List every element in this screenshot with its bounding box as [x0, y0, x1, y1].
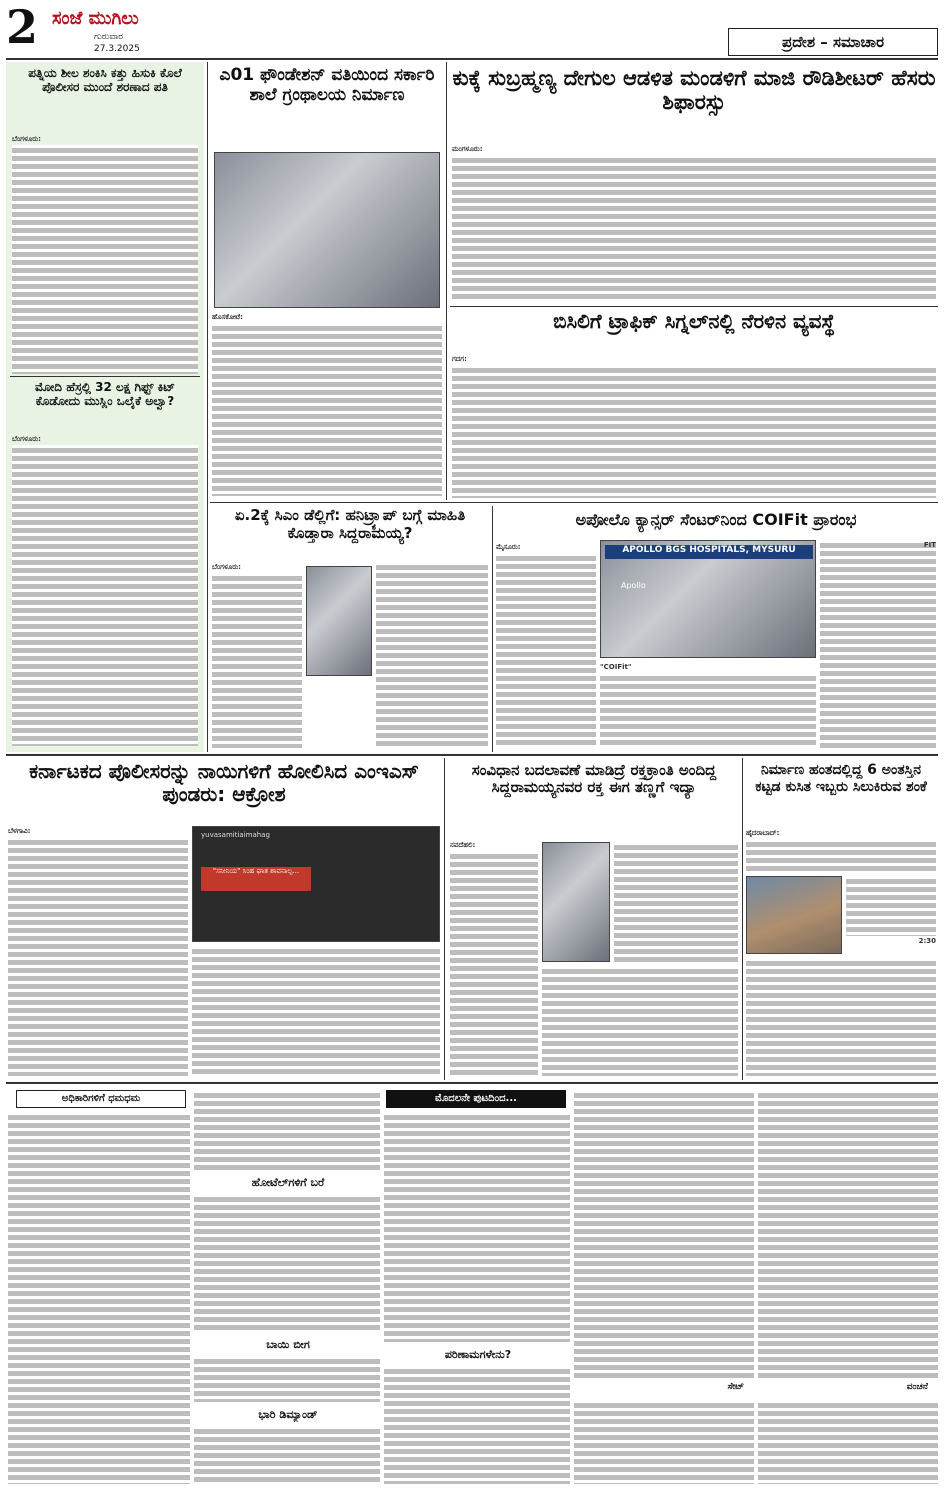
- siddaramaiah-photo: [306, 566, 372, 676]
- dateline: ಗದಗ:: [452, 355, 467, 363]
- collapsed-building-photo: [746, 876, 842, 954]
- story-body: [746, 828, 936, 872]
- story-body: [574, 1090, 754, 1380]
- divider: [10, 376, 200, 377]
- story-body: [614, 842, 738, 962]
- caption-label: ಹೊಸಕೋಟೆ:: [212, 313, 243, 321]
- apollo-tag: Apollo: [621, 581, 646, 590]
- story-body: [194, 1194, 380, 1332]
- dateline: ನವದೆಹಲಿ:: [450, 841, 476, 849]
- story-body: [8, 1112, 190, 1484]
- continued-label: ಮೊದಲನೇ ಪುಟದಿಂದ...: [386, 1090, 566, 1108]
- story-body: [384, 1366, 570, 1484]
- column-divider: [444, 758, 445, 1080]
- column-divider: [207, 62, 208, 752]
- divider: [6, 754, 938, 756]
- divider: [450, 306, 938, 307]
- left-column: [6, 62, 204, 752]
- time: 2:30: [918, 937, 936, 945]
- story-headline: ಸಂವಿಧಾನ ಬದಲಾವಣೆ ಮಾಡಿದ್ರೆ ರಕ್ತಕ್ರಾಂತಿ ಅಂದಿದ್ದ ಸಿದ್ದರಾಮಯ್ಯನವರ ರಕ್ತ ಈಗ ತಣ್ಣಗೆ ಇದ್ಯಾ: [471, 762, 717, 797]
- dateline: ಹೈದರಾಬಾದ್:: [746, 829, 780, 837]
- story-headline: ಕರ್ನಾಟಕದ ಪೊಲೀಸರನ್ನು ನಾಯಿಗಳಿಗೆ ಹೋಲಿಸಿದ ಎಂಇಎಸ್ ಪುಂಡರು: ಆಕ್ರೋಶ: [29, 760, 419, 806]
- side-term: FIT: [923, 541, 936, 549]
- page-number: 2: [6, 4, 39, 54]
- story-body: [12, 134, 198, 374]
- story-body: [846, 876, 936, 954]
- library-photo: [214, 152, 440, 308]
- story-body: [600, 662, 816, 748]
- section-label: ಪ್ರದೇಶ – ಸಮಾಚಾರ: [728, 28, 938, 56]
- politician-photo: [542, 842, 610, 962]
- masthead-rule: [6, 58, 938, 60]
- story-headline: ಅಧಿಕಾರಿಗಳಿಗೆ ಧಮಧಮ: [16, 1090, 186, 1108]
- story-body: [212, 312, 442, 496]
- story-body: [194, 1356, 380, 1402]
- story-body: [746, 958, 936, 1076]
- subhead: ಹೋಟೆಲ್‌ಗಳಿಗೆ ಬರೆ: [251, 1176, 325, 1189]
- dateline: ಬೆಂಗಳೂರು:: [212, 563, 241, 571]
- story-headline: ಎ01 ಫೌಂಡೇಶನ್ ವತಿಯಿಂದ ಸರ್ಕಾರಿ ಶಾಲೆ ಗ್ರಂಥಾಲಯ ನಿರ್ಮಾಣ: [219, 66, 435, 105]
- dateline: ಮೈಸೂರು:: [496, 543, 521, 551]
- social-screenshot: [192, 826, 440, 942]
- story-headline: ನಿರ್ಮಾಣ ಹಂತದಲ್ಲಿದ್ದ 6 ಅಂತಸ್ತಿನ ಕಟ್ಟಡ ಕುಸಿತ ಇಬ್ಬರು ಸಿಲುಕಿರುವ ಶಂಕೆ: [755, 762, 927, 795]
- screenshot-caption: "ಸನೀನಿಯ" ಸಿಂಹ ಘಾತ ಶಾವನಾಲ್ಪ...: [201, 867, 311, 891]
- column-divider: [742, 758, 743, 1080]
- story-body: [496, 542, 596, 748]
- byline: ವಂಚನೆ: [906, 1382, 928, 1392]
- story-body: [194, 1426, 380, 1484]
- masthead-day: ಗುರುವಾರ: [94, 32, 124, 42]
- story-body: [542, 966, 738, 1076]
- dateline: ಬೆಂಗಳೂರು:: [12, 435, 41, 443]
- story-body: [758, 1400, 938, 1484]
- story-body: [212, 562, 302, 748]
- story-headline: ಬಿಸಿಲಿಗೆ ಟ್ರಾಫಿಕ್ ಸಿಗ್ನಲ್‌ನಲ್ಲಿ ನೆರಳಿನ ವ್ಯವಸ್ಥೆ: [553, 310, 835, 333]
- story-headline: ಅಪೋಲೊ ಕ್ಯಾನ್ಸರ್ ಸೆಂಟರ್‌ನಿಂದ COIFit ಪ್ರಾರಂಭ: [575, 510, 857, 529]
- apollo-banner: APOLLO BGS HOSPITALS, MYSURU: [605, 545, 813, 559]
- masthead: [6, 4, 938, 56]
- subhead: ಪರಿಣಾಮಗಳೇನು?: [444, 1348, 512, 1361]
- byline: ಸೇಟ್: [727, 1382, 744, 1392]
- masthead-date: 27.3.2025: [94, 44, 140, 54]
- story-body: [384, 1112, 570, 1342]
- dateline: ಮಂಗಳೂರು:: [452, 145, 483, 153]
- column-divider: [446, 62, 447, 500]
- story-body: [574, 1400, 754, 1484]
- story-body: [452, 354, 936, 498]
- story-headline: ಕುಕ್ಕೆ ಸುಬ್ರಹ್ಮಣ್ಯ ದೇಗುಲ ಆಡಳಿತ ಮಂಡಳಿಗೆ ಮಾಜಿ ರೌಡಿಶೀಟರ್ ಹೆಸರು ಶಿಫಾರಸ್ಸು: [452, 66, 936, 115]
- story-body: [376, 562, 488, 748]
- story-headline: ಮೋದಿ ಹೆಸ್ರಲ್ಲಿ 32 ಲಕ್ಷ ಗಿಫ್ಟ್ ಕಿಟ್ ಕೊಡೋದು ಮುಸ್ಲಿಂ ಒಲೈಕೆ ಅಲ್ವಾ?: [34, 380, 176, 409]
- apollo-photo: [600, 540, 816, 658]
- inline-term: "COIFit": [600, 663, 632, 671]
- subhead: ಬಾಯಿ ಬೀಗ: [266, 1338, 310, 1351]
- story-body: [452, 144, 936, 302]
- paper-name: ಸಂಜೆ ಮುಗಿಲು: [52, 8, 139, 29]
- subhead: ಭಾರಿ ಡಿಮ್ಯಾಂಡ್: [258, 1408, 318, 1421]
- story-body: [194, 1090, 380, 1170]
- story-body: [450, 840, 538, 1076]
- dateline: ಬೆಂಗಳೂರು:: [12, 135, 41, 143]
- story-body: [12, 434, 198, 746]
- story-body: [820, 540, 936, 748]
- screenshot-user: yuvasamitiaimahag: [201, 831, 270, 839]
- story-body: [758, 1090, 938, 1380]
- story-body: [192, 946, 440, 1076]
- column-divider: [492, 506, 493, 752]
- divider: [6, 1082, 938, 1084]
- divider: [210, 502, 938, 503]
- dateline: ಬೆಳಗಾವಿ:: [8, 827, 31, 835]
- story-headline: ಏ.2ಕ್ಕೆ ಸಿಎಂ ಡೆಲ್ಲಿಗೆ: ಹನಿಟ್ರ್ಯಾಪ್ ಬಗ್ಗೆ ಮಾಹಿತಿ ಕೊಡ್ತಾರಾ ಸಿದ್ದರಾಮಯ್ಯ?: [234, 506, 466, 542]
- story-headline: ಪತ್ನಿಯ ಶೀಲ ಶಂಕಿಸಿ ಕತ್ತು ಹಿಸುಕಿ ಕೊಲೆ ಪೊಲೀಸರ ಮುಂದೆ ಶರಣಾದ ಪತಿ: [28, 66, 182, 95]
- story-body: [8, 826, 188, 1076]
